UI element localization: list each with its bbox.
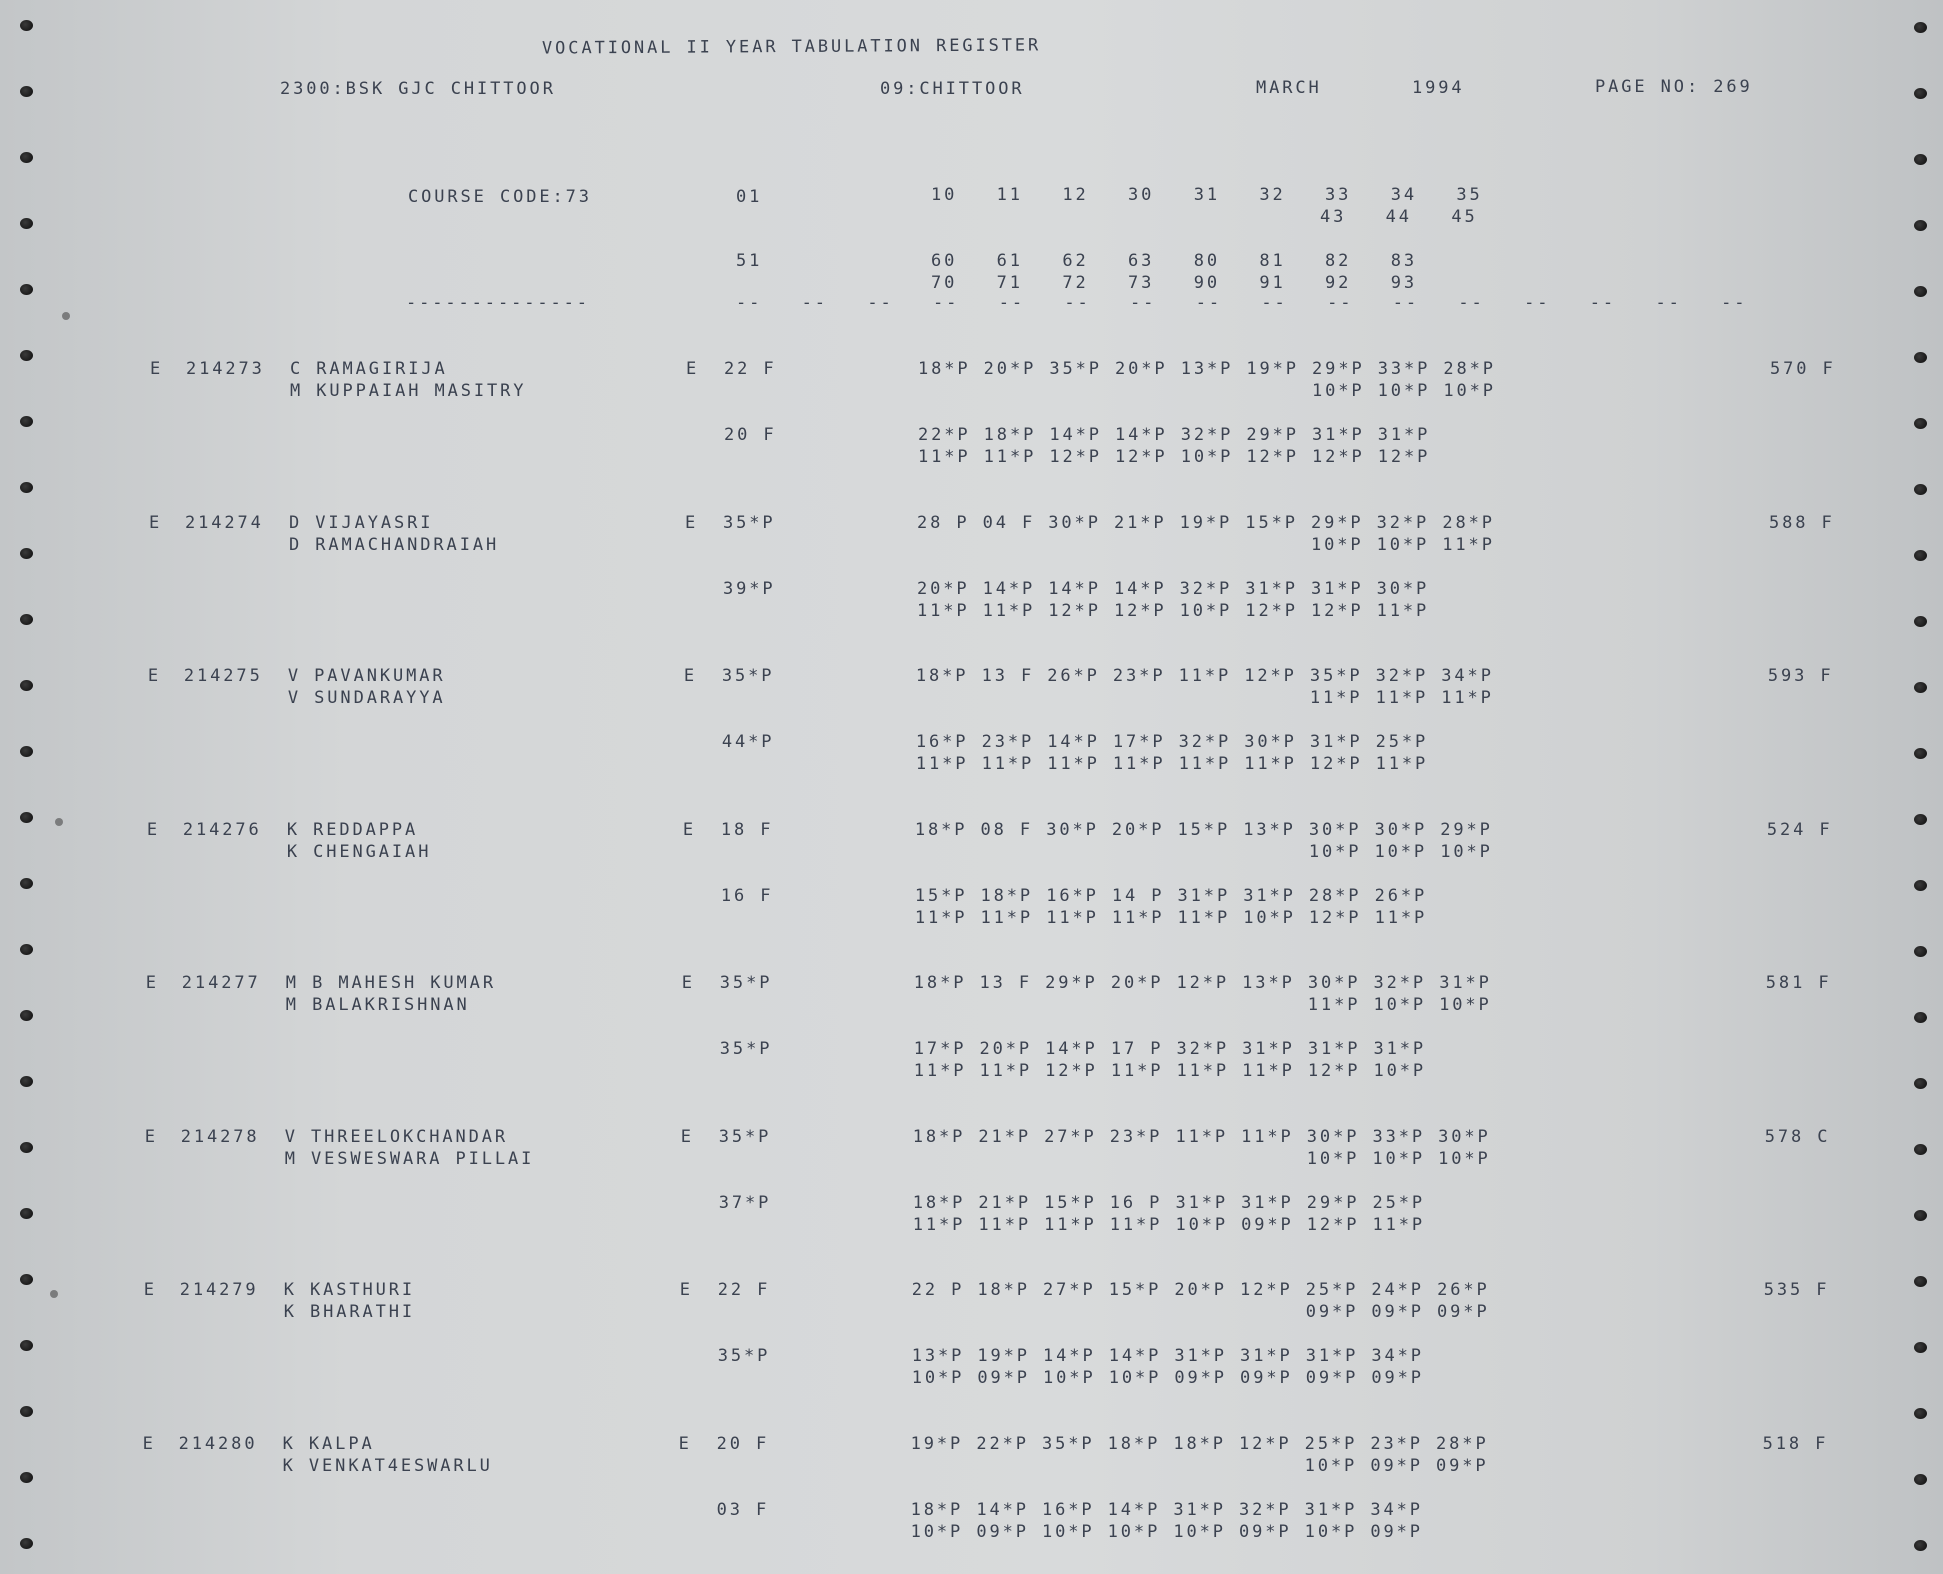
record-code: E [146, 819, 160, 840]
group-code: E [681, 973, 695, 993]
feed-hole [1914, 1144, 1927, 1155]
subject-marks-row2b: 11*P 11*P 11*P 11*P 11*P 11*P 12*P 11*P [915, 754, 1429, 774]
language-marks-1: 35*P [722, 512, 776, 533]
subject-marks-row2: 16*P 23*P 14*P 17*P 32*P 30*P 31*P 25*P [915, 732, 1429, 752]
feed-hole [20, 812, 33, 823]
student-name: V PAVANKUMAR [287, 666, 446, 686]
student-name: K REDDAPPA [286, 819, 419, 840]
register-number: 214277 [181, 973, 261, 993]
feed-hole [20, 944, 33, 955]
language-marks-2: 16 F [720, 885, 774, 906]
subject-marks-row2b: 10*P 09*P 10*P 10*P 10*P 09*P 10*P 09*P [910, 1521, 1423, 1542]
subject-marks-row2: 18*P 21*P 15*P 16 P 31*P 31*P 29*P 25*P [912, 1192, 1426, 1213]
student-name: K KASTHURI [283, 1280, 416, 1300]
subject-marks-row2: 20*P 14*P 14*P 14*P 32*P 31*P 31*P 30*P [916, 578, 1430, 599]
feed-hole [1914, 22, 1927, 33]
subject-marks-row2: 22*P 18*P 14*P 14*P 32*P 29*P 31*P 31*P [918, 425, 1431, 445]
parent-name: M BALAKRISHNAN [285, 995, 470, 1015]
record-code: E [148, 512, 163, 533]
record-code: E [143, 1280, 157, 1300]
group-code: E [683, 666, 698, 686]
record-code: E [150, 359, 164, 379]
feed-hole [1914, 682, 1927, 693]
subject-marks-row1b: 11*P 11*P 11*P [1309, 688, 1494, 708]
feed-hole [20, 1406, 33, 1417]
feed-hole [1914, 1342, 1927, 1353]
feed-hole [20, 746, 33, 757]
total-result: 578 C [1764, 1126, 1831, 1147]
subject-marks-row1: 28 P 04 F 30*P 21*P 19*P 15*P 29*P 32*P 28*P [916, 512, 1495, 533]
subject-marks-row1: 18*P 08 F 30*P 20*P 15*P 13*P 30*P 30*P 29*P [914, 819, 1493, 840]
language-marks-1: 35*P [721, 666, 775, 686]
student-name: D VIJAYASRI [288, 512, 434, 533]
language-marks-1: 22 F [717, 1280, 771, 1300]
register-number: 214278 [180, 1126, 260, 1147]
feed-hole [1914, 616, 1927, 627]
group-code: E [680, 1126, 694, 1147]
feed-hole [20, 680, 33, 691]
subject-marks-row2: 13*P 19*P 14*P 14*P 31*P 31*P 31*P 34*P [911, 1346, 1424, 1366]
header-underline-right: -- -- -- -- -- -- -- -- -- -- -- -- -- -- -- -- [736, 293, 1748, 313]
feed-hole [20, 416, 33, 427]
language-marks-2: 37*P [718, 1192, 772, 1213]
register-number: 214273 [186, 359, 265, 379]
language-marks-2: 35*P [719, 1039, 773, 1059]
parent-name: K VENKAT4ESWARLU [282, 1455, 493, 1476]
register-title: VOCATIONAL II YEAR TABULATION REGISTER [541, 35, 1042, 59]
subject-marks-row1: 18*P 13 F 29*P 20*P 12*P 13*P 30*P 32*P 31*P [913, 973, 1492, 993]
paper-speck [50, 1290, 58, 1298]
student-name: C RAMAGIRIJA [290, 359, 448, 379]
total-result: 593 F [1767, 666, 1834, 686]
total-result: 535 F [1763, 1280, 1830, 1300]
parent-name: V SUNDARAYYA [287, 688, 446, 708]
subject-marks-row2b: 11*P 11*P 12*P 12*P 10*P 12*P 12*P 11*P [916, 600, 1430, 621]
language-marks-1: 18 F [720, 819, 774, 840]
feed-hole [20, 1538, 33, 1549]
feed-hole [20, 482, 33, 493]
feed-hole [20, 1208, 33, 1219]
subject-marks-row1: 18*P 20*P 35*P 20*P 13*P 19*P 29*P 33*P 28*P [918, 359, 1496, 379]
language-marks-1: 35*P [719, 973, 773, 993]
feed-hole [1914, 748, 1927, 759]
language-marks-1: 35*P [718, 1126, 772, 1147]
feed-hole [1914, 352, 1927, 363]
subject-marks-row1b: 10*P 10*P 11*P [1310, 534, 1495, 555]
register-number: 214280 [178, 1433, 258, 1454]
group-code: E [679, 1280, 693, 1300]
parent-name: M VESWESWARA PILLAI [284, 1148, 535, 1169]
subject-marks-row1: 22 P 18*P 27*P 15*P 20*P 12*P 25*P 24*P 26*P [911, 1280, 1490, 1300]
district-name: 09:CHITTOOR [880, 79, 1025, 99]
course-code-label: COURSE CODE:73 [408, 187, 592, 207]
language-marks-2: 39*P [722, 578, 776, 599]
subject-marks-row2b: 10*P 09*P 10*P 10*P 09*P 09*P 09*P 09*P [911, 1368, 1424, 1388]
subject-marks-row2b: 11*P 11*P 12*P 12*P 10*P 12*P 12*P 12*P [918, 447, 1431, 467]
student-name: M B MAHESH KUMAR [285, 973, 496, 993]
total-result: 581 F [1765, 973, 1832, 993]
feed-hole [1914, 1276, 1927, 1287]
group-code: E [682, 819, 696, 840]
feed-hole [1914, 286, 1927, 297]
parent-name: D RAMACHANDRAIAH [288, 534, 500, 555]
record-code: E [144, 1126, 158, 1147]
column-codes-row2: 60 61 62 63 80 81 82 83 [931, 251, 1417, 271]
feed-hole [1914, 418, 1927, 429]
feed-hole [20, 1010, 33, 1021]
total-result: 588 F [1768, 512, 1835, 533]
feed-hole [1914, 220, 1927, 231]
feed-hole [20, 1076, 33, 1087]
parent-name: M KUPPAIAH MASITRY [290, 381, 527, 401]
feed-hole [20, 284, 33, 295]
register-number: 214275 [183, 666, 263, 686]
feed-hole [20, 86, 33, 97]
student-name: V THREELOKCHANDAR [284, 1126, 509, 1147]
header-underline-left: -------------- [406, 293, 590, 313]
feed-hole [20, 1340, 33, 1351]
feed-hole [1914, 1012, 1927, 1023]
student-name: K KALPA [282, 1433, 375, 1454]
feed-hole [20, 152, 33, 163]
subject-marks-row1b: 10*P 10*P 10*P [1312, 381, 1496, 401]
feed-hole [20, 1472, 33, 1483]
parent-name: K BHARATHI [283, 1302, 416, 1322]
group-code: E [678, 1433, 692, 1454]
subject-marks-row2b: 11*P 11*P 12*P 11*P 11*P 11*P 12*P 10*P [913, 1061, 1427, 1081]
feed-hole [20, 614, 33, 625]
subject-marks-row1: 18*P 21*P 27*P 23*P 11*P 11*P 30*P 33*P 30*P [912, 1126, 1491, 1147]
record-code: E [145, 973, 159, 993]
total-result: 524 F [1766, 819, 1833, 840]
feed-hole [1914, 1078, 1927, 1089]
feed-hole [1914, 88, 1927, 99]
group-code: E [686, 359, 700, 379]
subject-marks-row2b: 11*P 11*P 11*P 11*P 11*P 10*P 12*P 11*P [914, 907, 1428, 928]
column-codes-first-row2: 51 [736, 251, 763, 271]
feed-hole [20, 548, 33, 559]
record-code: E [147, 666, 162, 686]
feed-hole [1914, 1210, 1927, 1221]
subject-marks-row1b: 10*P 10*P 10*P [1308, 841, 1493, 862]
language-marks-2: 35*P [717, 1346, 771, 1366]
subject-marks-row2: 15*P 18*P 16*P 14 P 31*P 31*P 28*P 26*P [914, 885, 1428, 906]
language-marks-2: 03 F [716, 1499, 770, 1520]
exam-year: 1994 [1412, 78, 1465, 98]
feed-hole [20, 1142, 33, 1153]
subject-marks-row2: 18*P 14*P 16*P 14*P 31*P 32*P 31*P 34*P [910, 1499, 1423, 1520]
feed-hole [1914, 1408, 1927, 1419]
language-marks-1: 22 F [724, 359, 777, 379]
feed-hole [1914, 814, 1927, 825]
subject-marks-row2b: 11*P 11*P 11*P 11*P 10*P 09*P 12*P 11*P [912, 1214, 1426, 1235]
exam-month: MARCH [1256, 78, 1322, 98]
feed-hole [1914, 1474, 1927, 1485]
paper-speck [55, 818, 63, 826]
page-number: PAGE NO: 269 [1595, 77, 1753, 97]
feed-hole [20, 218, 33, 229]
record-code: E [142, 1433, 156, 1454]
feed-hole [1914, 154, 1927, 165]
feed-hole [1914, 484, 1927, 495]
feed-hole [1914, 946, 1927, 957]
register-number: 214274 [184, 512, 264, 533]
subject-marks-row1b: 10*P 09*P 09*P [1304, 1455, 1489, 1476]
feed-hole [20, 1274, 33, 1285]
register-number: 214276 [182, 819, 262, 840]
feed-hole [20, 350, 33, 361]
feed-hole [20, 20, 33, 31]
subject-marks-row1: 19*P 22*P 35*P 18*P 18*P 12*P 25*P 23*P 28*P [910, 1433, 1489, 1454]
subject-marks-row1b: 09*P 09*P 09*P [1305, 1302, 1490, 1322]
total-result: 518 F [1762, 1433, 1829, 1454]
column-codes-row1-second: 43 44 45 [1320, 207, 1478, 227]
column-codes-row1: 10 11 12 30 31 32 33 34 35 [931, 185, 1483, 205]
subject-marks-row1b: 11*P 10*P 10*P [1307, 995, 1492, 1015]
subject-marks-row1b: 10*P 10*P 10*P [1306, 1148, 1491, 1169]
subject-marks-row2: 17*P 20*P 14*P 17 P 32*P 31*P 31*P 31*P [913, 1039, 1427, 1059]
feed-hole [1914, 1540, 1927, 1551]
column-codes-row2-second: 70 71 72 73 90 91 92 93 [931, 273, 1417, 293]
group-code: E [684, 512, 699, 533]
parent-name: K CHENGAIAH [286, 841, 432, 862]
total-result: 570 F [1770, 359, 1836, 379]
paper-speck [62, 312, 70, 320]
college-name: 2300:BSK GJC CHITTOOR [280, 79, 556, 99]
column-codes-first-row1: 01 [736, 187, 763, 207]
feed-hole [1914, 550, 1927, 561]
feed-hole [20, 878, 33, 889]
subject-marks-row1: 18*P 13 F 26*P 23*P 11*P 12*P 35*P 32*P 34*P [915, 666, 1494, 686]
language-marks-2: 44*P [721, 732, 775, 752]
language-marks-2: 20 F [724, 425, 777, 445]
register-number: 214279 [179, 1280, 259, 1300]
language-marks-1: 20 F [716, 1433, 770, 1454]
feed-hole [1914, 880, 1927, 891]
